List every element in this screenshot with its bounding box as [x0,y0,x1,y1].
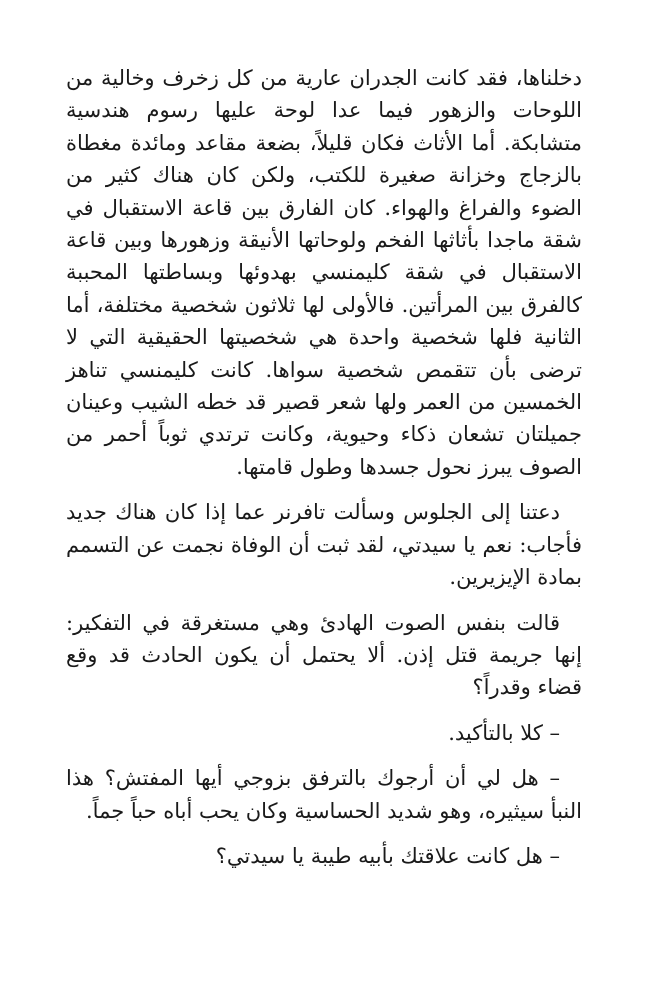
dialog-line-relationship: – هل كانت علاقتك بأبيه طيبة يا سيدتي؟ [215,843,560,868]
paragraph-apartment-description: دخلناها، فقد كانت الجدران عارية من كل زخرف وخالية من اللوحات والزهور فيما عدا لوحة عليها رسوم هندسية متشابكة. أما الأثاث فكان قليلاً، بضعة مقاعد ومائدة مغطاة بالزجاج وخزانة صغيرة للكتب، ولكن كان هناك كثير من الضوء والفراغ والهواء. كان الفارق بين قاعة الاستقبال في شقة ماجدا بأثاثها الفخم ولوحاتها الأنيقة وزهورها وبين قاعة الاستقبال في شقة كليمنسي بهدوئها وبساطتها المحببة كالفرق بين المرأتين. فالأولى لها ثلاثون شخصية مختلفة، أما الثانية فلها شخصية واحدة هي شخصيتها الحقيقية التي لا ترضى بأن تتقمص شخصية سواها. كانت كليمنسي تناهز الخمسين من العمر ولها شعر قصير قد خطه الشيب وعينان جميلتان تشعان ذكاء وحيوية، وكانت ترتدي ثوباً أحمر من الصوف يبرز نحول جسدها وطول قامتها. [66,66,582,479]
dialog-line-husband: – هل لي أن أرجوك بالترفق بزوجي أيها المفتش؟ هذا النبأ سيثيره، وهو شديد الحساسية وكان يحب أباه حباً جماً. [66,766,582,823]
dialog-line-certainly: – كلا بالتأكيد. [448,720,560,745]
book-page [66,62,582,885]
paragraph-invitation: دعتنا إلى الجلوس وسألت تافرنر عما إذا كان هناك جديد فأجاب: نعم يا سيدتي، لقد ثبت أن الوفاة نجمت عن التسمم بمادة الإيزيرين. [66,500,582,590]
paragraph-crime: قالت بنفس الصوت الهادئ وهي مستغرقة في التفكير: إنها جريمة قتل إذن. ألا يحتمل أن يكون الحادث قد وقع قضاء وقدراً؟ [66,610,582,700]
